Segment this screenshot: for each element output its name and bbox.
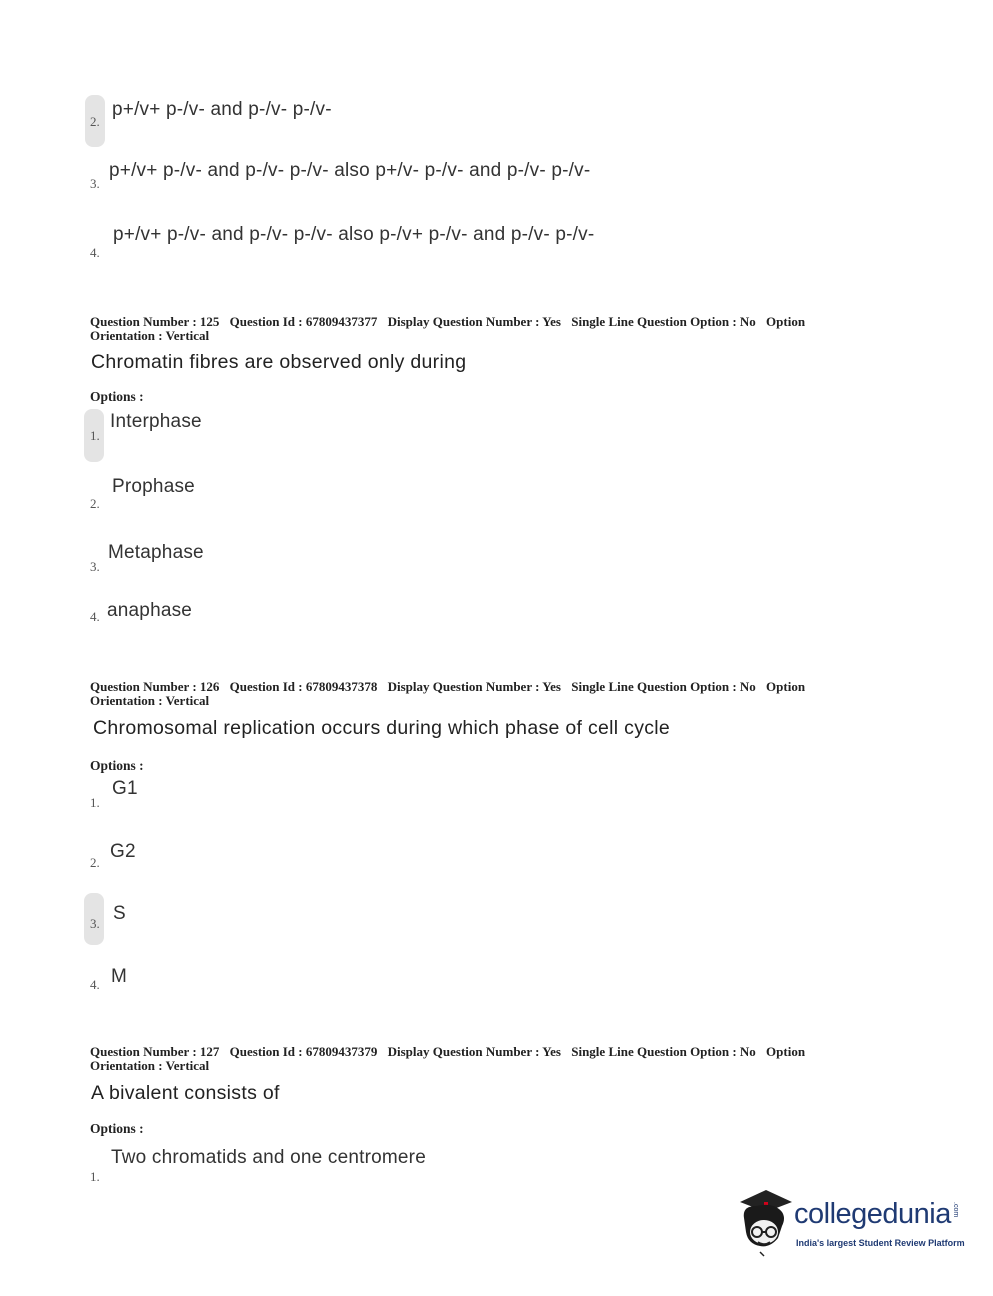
option-word: Option: [766, 1044, 806, 1059]
question-id: Question Id : 67809437378: [229, 679, 378, 694]
option-text[interactable]: S: [113, 903, 126, 924]
display-question-number: Display Question Number : Yes: [387, 679, 561, 694]
single-line-option: Single Line Question Option : No: [571, 679, 756, 694]
option-number: 3.: [90, 176, 100, 191]
display-question-number: Display Question Number : Yes: [387, 1044, 561, 1059]
option-number: 2.: [90, 114, 100, 129]
option-text[interactable]: G1: [112, 778, 138, 799]
option-word: Option: [766, 314, 806, 329]
option-number: 4.: [90, 977, 100, 992]
option-number: 3.: [90, 916, 100, 931]
option-text[interactable]: p+/v+ p-/v- and p-/v- p-/v- also p-/v+ p-/v- and p-/v- p-/v-: [113, 224, 595, 245]
single-line-option: Single Line Question Option : No: [571, 1044, 756, 1059]
option-number: 1.: [90, 428, 100, 443]
option-text[interactable]: p+/v+ p-/v- and p-/v- p-/v- also p+/v- p-/v- and p-/v- p-/v-: [109, 160, 591, 181]
option-text[interactable]: M: [111, 966, 128, 987]
option-number: 2.: [90, 496, 100, 511]
orientation: Orientation : Vertical: [90, 693, 210, 708]
option-text[interactable]: p+/v+ p-/v- and p-/v- p-/v-: [112, 99, 332, 120]
orientation: Orientation : Vertical: [90, 1058, 210, 1073]
orientation: Orientation : Vertical: [90, 328, 210, 343]
question-number: Question Number : 127: [90, 1044, 220, 1059]
question-text: Chromatin fibres are observed only during: [91, 351, 467, 373]
option-text[interactable]: Metaphase: [108, 542, 204, 563]
display-question-number: Display Question Number : Yes: [387, 314, 561, 329]
options-label: Options :: [90, 758, 144, 773]
option-text[interactable]: anaphase: [107, 600, 193, 621]
option-text[interactable]: Interphase: [110, 411, 202, 432]
logo-tagline: India's largest Student Review Platform: [796, 1238, 965, 1248]
question-text: Chromosomal replication occurs during which phase of cell cycle: [93, 717, 671, 739]
option-number: 2.: [90, 855, 100, 870]
option-number: 1.: [90, 795, 100, 810]
question-number: Question Number : 125: [90, 314, 220, 329]
question-meta: [90, 680, 880, 708]
option-word: Option: [766, 679, 806, 694]
logo-suffix: .com: [952, 1202, 959, 1218]
question-text: A bivalent consists of: [91, 1082, 280, 1104]
option-number: 4.: [90, 245, 100, 260]
question-number: Question Number : 126: [90, 679, 220, 694]
options-label: Options :: [90, 389, 144, 404]
question-id: Question Id : 67809437379: [229, 1044, 378, 1059]
option-text[interactable]: Two chromatids and one centromere: [111, 1147, 426, 1168]
option-number: 1.: [90, 1169, 100, 1184]
options-label: Options :: [90, 1121, 144, 1136]
option-number: 3.: [90, 559, 100, 574]
option-text[interactable]: G2: [110, 841, 136, 862]
option-text[interactable]: Prophase: [112, 476, 195, 497]
logo-name: collegedunia: [794, 1198, 951, 1230]
collegedunia-logo[interactable]: [734, 1188, 964, 1260]
student-mascot-icon: [734, 1188, 796, 1260]
single-line-option: Single Line Question Option : No: [571, 314, 756, 329]
question-meta: [90, 1045, 880, 1073]
question-id: Question Id : 67809437377: [229, 314, 378, 329]
question-meta: [90, 315, 880, 343]
option-number: 4.: [90, 609, 100, 624]
